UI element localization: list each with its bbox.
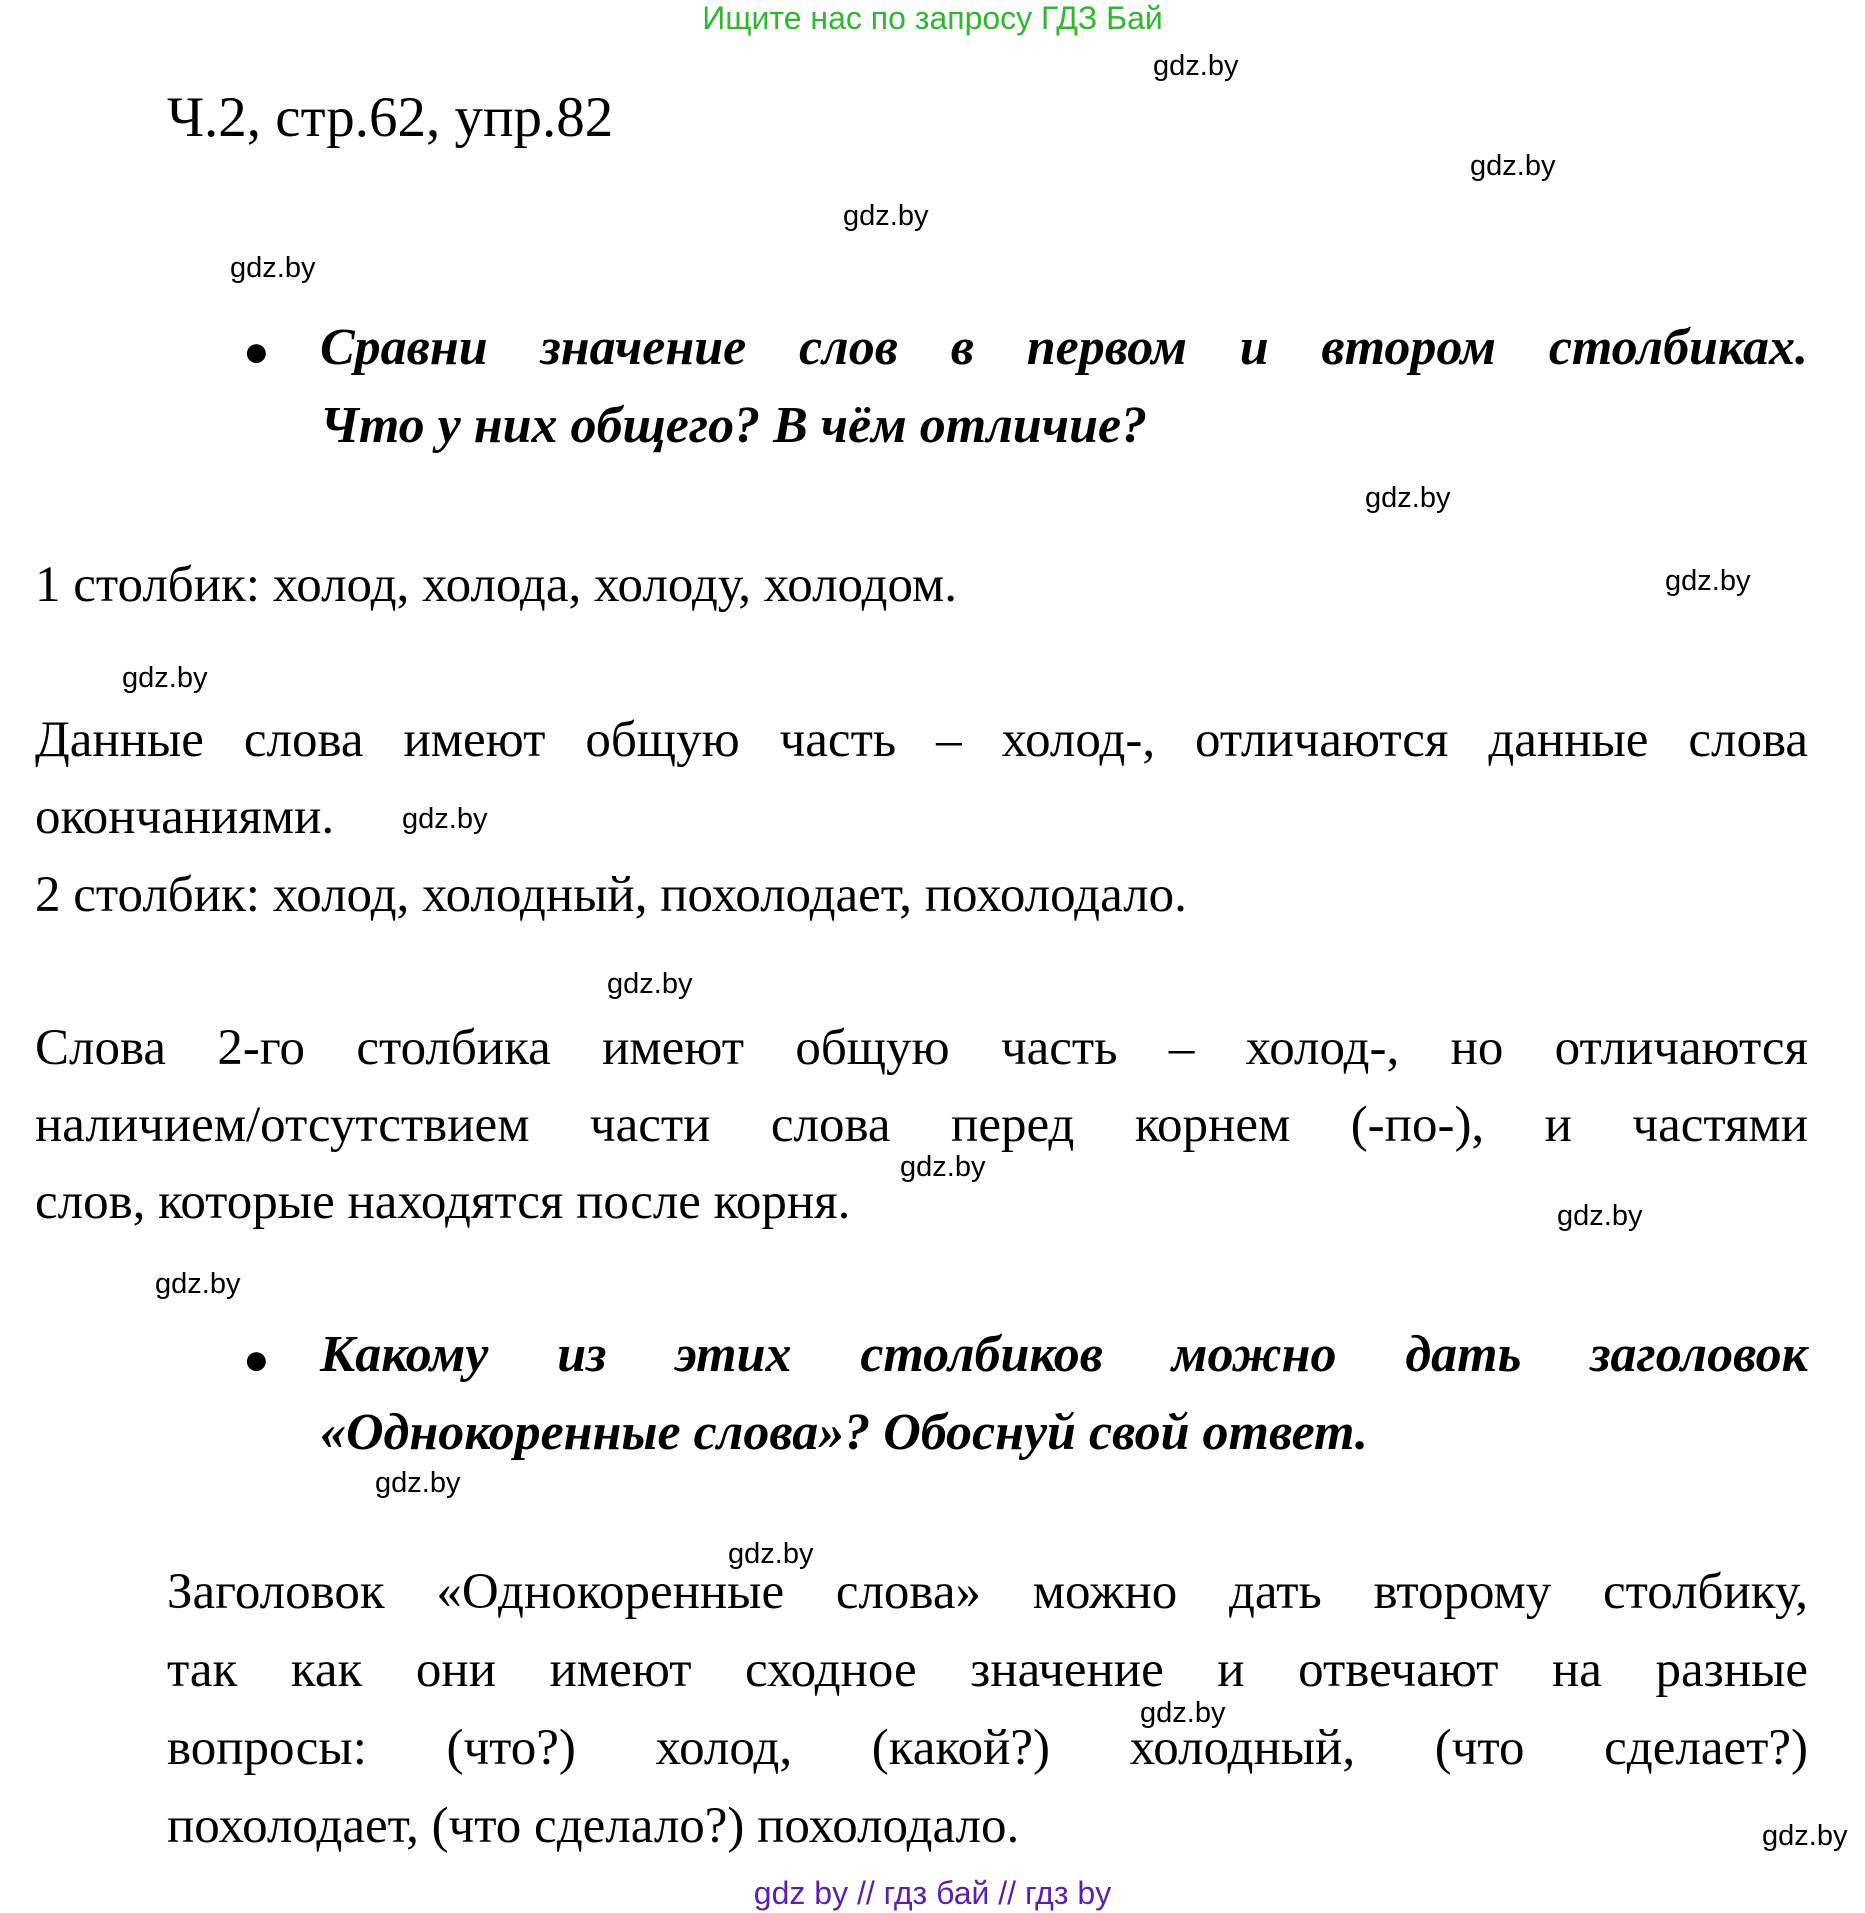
answer-1-line-2: окончаниями. (35, 789, 335, 845)
watermark: gdz.by (122, 662, 208, 694)
answer-1-line-1: Данные слова имеют общую часть – холод-, отличаются данные слова (35, 712, 1808, 768)
footer-links: gdz by // гдз бай // гдз by (753, 1875, 1112, 1911)
watermark: gdz.by (728, 1538, 814, 1570)
answer-2-line-1: Слова 2-го столбика имеют общую часть – холод-, но отличаются (35, 1020, 1808, 1076)
watermark: gdz.by (1762, 1820, 1848, 1852)
watermark: gdz.by (1153, 50, 1239, 82)
answer-3-line-4: похолодает, (что сделало?) похолодало. (167, 1798, 1020, 1854)
answer-3-line-3: вопросы: (что?) холод, (какой?) холодный, (что сделает?) (167, 1720, 1808, 1776)
column-1-text: 1 столбик: холод, холода, холоду, холодом. (35, 557, 958, 613)
watermark: gdz.by (1365, 482, 1451, 514)
watermark: gdz.by (900, 1151, 986, 1183)
exercise-heading: Ч.2, стр.62, упр.82 (167, 86, 614, 149)
question-1-line-1: Сравни значение слов в первом и втором столбиках. (320, 319, 1808, 376)
watermark: gdz.by (1470, 150, 1556, 182)
answer-3-line-1: Заголовок «Однокоренные слова» можно дать второму столбику, (167, 1564, 1808, 1620)
answer-2-line-2: наличием/отсутствием части слова перед корнем (-по-), и частями (35, 1097, 1808, 1153)
watermark: gdz.by (1557, 1200, 1643, 1232)
question-2-line-2: «Однокоренные слова»? Обоснуй свой ответ. (320, 1404, 1369, 1461)
watermark: gdz.by (607, 968, 693, 1000)
answer-3-line-2: так как они имеют сходное значение и отвечают на разные (167, 1642, 1808, 1698)
watermark: gdz.by (1140, 1697, 1226, 1729)
watermark: gdz.by (155, 1268, 241, 1300)
watermark: gdz.by (230, 252, 316, 284)
question-1-line-2: Что у них общего? В чём отличие? (320, 397, 1148, 454)
watermark: gdz.by (375, 1467, 461, 1499)
watermark: gdz.by (843, 200, 929, 232)
question-2-line-1: Какому из этих столбиков можно дать заголовок (320, 1326, 1808, 1383)
watermark: gdz.by (1665, 565, 1751, 597)
answer-2-line-3: слов, которые находятся после корня. (35, 1174, 851, 1230)
bullet: ● (243, 327, 270, 376)
bullet: ● (243, 1335, 270, 1384)
watermark: gdz.by (402, 803, 488, 835)
top-banner: Ищите нас по запросу ГДЗ Бай (702, 0, 1163, 36)
column-2-text: 2 столбик: холод, холодный, похолодает, похолодало. (35, 867, 1187, 923)
